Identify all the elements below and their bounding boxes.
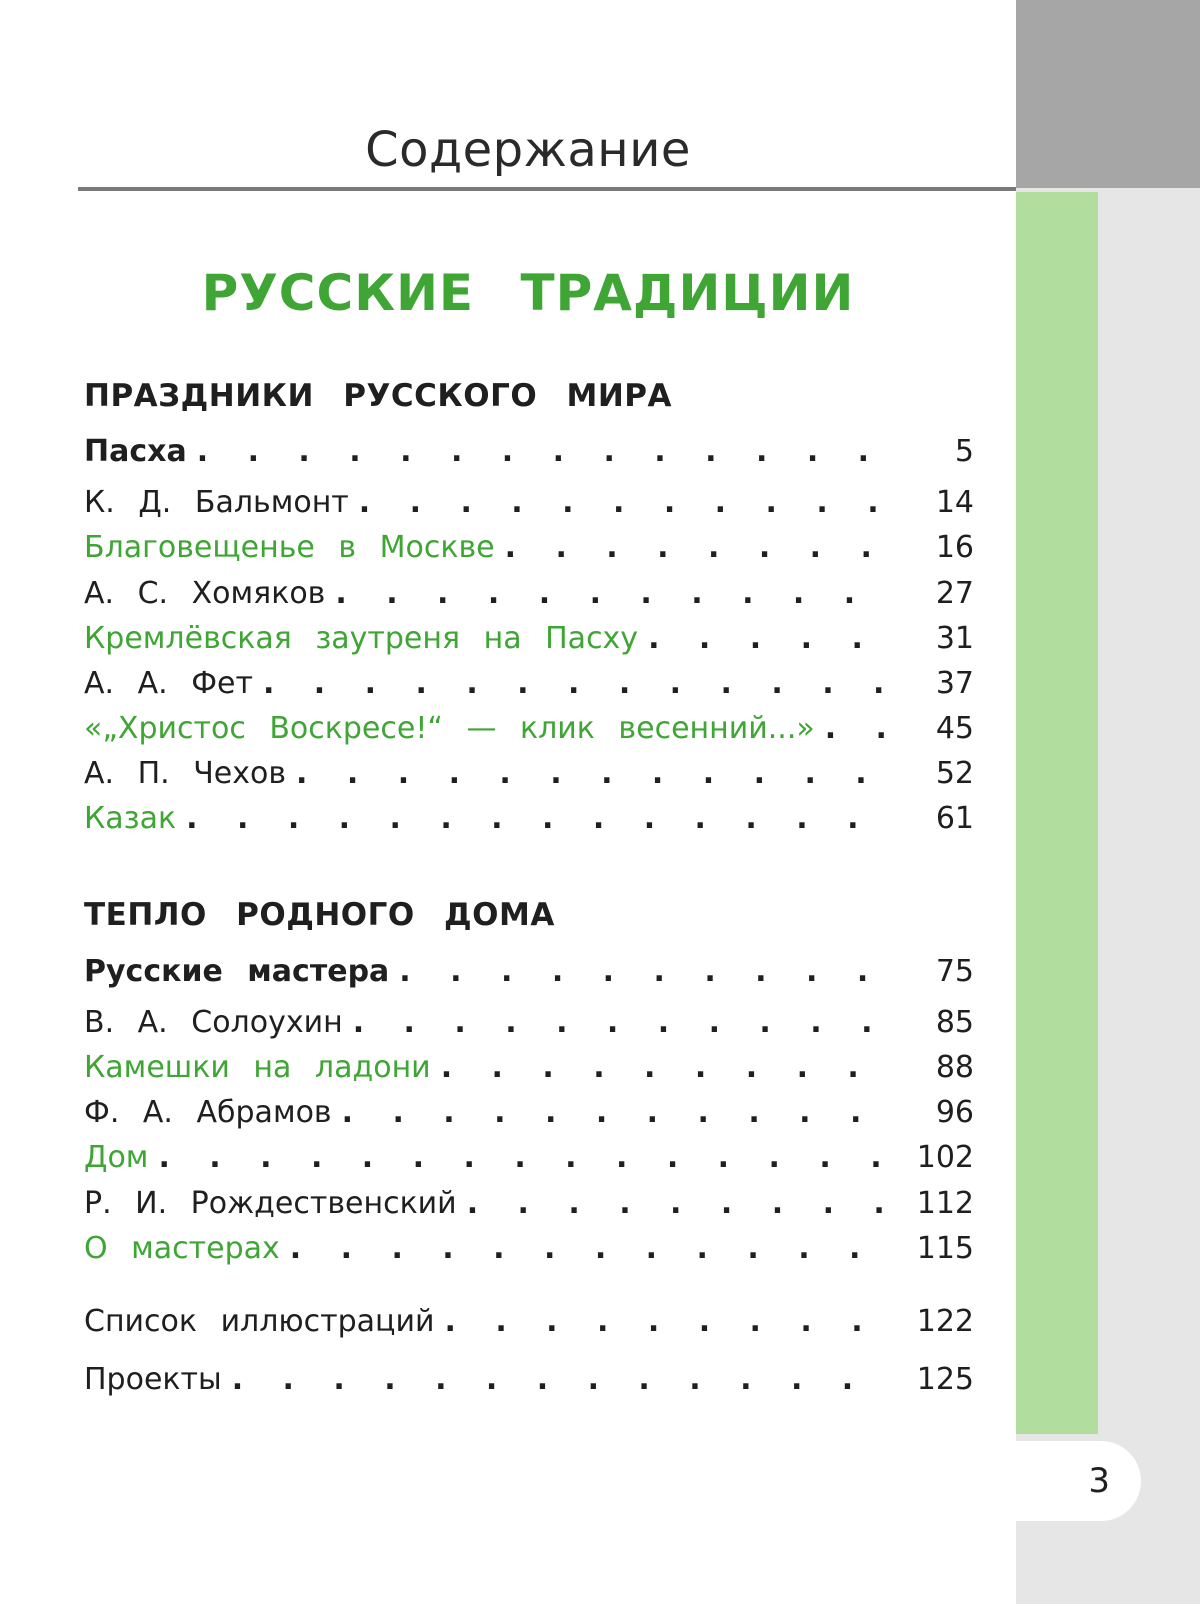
toc-entry-label: Казак — [84, 801, 177, 836]
toc-entry-page: 37 — [935, 666, 974, 701]
toc-entry-label: О мастерах — [84, 1231, 280, 1266]
toc-entry-label: Камешки на ладони — [84, 1050, 431, 1085]
toc-entry-label: Кремлёвская заутреня на Пасху — [84, 621, 639, 656]
dot-leader — [197, 432, 894, 472]
toc-entry-page: 31 — [935, 621, 974, 656]
toc-entry[interactable] — [84, 948, 974, 992]
toc-entry[interactable] — [84, 750, 974, 794]
toc-entry-page: 75 — [935, 954, 974, 989]
section-title: ПРАЗДНИКИ РУССКОГО МИРА — [84, 378, 672, 414]
toc-entry[interactable] — [84, 1356, 974, 1400]
toc-entry-label: Пасха — [84, 434, 187, 469]
toc-entry[interactable] — [84, 660, 974, 704]
toc-entry-page: 96 — [935, 1095, 974, 1130]
toc-entry-label: А. П. Чехов — [84, 756, 287, 791]
page-title: Содержание — [365, 122, 691, 178]
toc-entry-label: А. С. Хомяков — [84, 576, 326, 611]
toc-entry-page: 102 — [916, 1140, 974, 1175]
dot-leader — [467, 1184, 894, 1224]
toc-entry-label: А. А. Фет — [84, 666, 253, 701]
toc-entry-page: 112 — [916, 1186, 974, 1221]
toc-entry-page: 5 — [954, 434, 974, 469]
toc-entry[interactable] — [84, 428, 974, 472]
toc-entry-page: 125 — [916, 1362, 974, 1397]
toc-entry[interactable] — [84, 1298, 974, 1342]
part-title: РУССКИЕ ТРАДИЦИИ — [201, 264, 855, 322]
toc-entry-page: 52 — [935, 756, 974, 791]
toc-entry[interactable] — [84, 479, 974, 523]
toc-entry-label: Р. И. Рождественский — [84, 1186, 457, 1221]
toc-entry[interactable] — [84, 999, 974, 1043]
edge-grey-block — [1016, 0, 1200, 188]
dot-leader — [158, 1138, 894, 1178]
toc-entry-label: Ф. А. Абрамов — [84, 1095, 332, 1130]
dot-leader — [505, 528, 894, 568]
toc-entry-label: Проекты — [84, 1362, 222, 1397]
toc-entry[interactable] — [84, 1180, 974, 1224]
toc-entry-label: Русские мастера — [84, 954, 390, 989]
title-underline — [78, 187, 1016, 191]
toc-entry-label: К. Д. Бальмонт — [84, 485, 349, 520]
toc-entry[interactable] — [84, 1225, 974, 1269]
dot-leader — [186, 799, 894, 839]
dot-leader — [399, 952, 894, 992]
toc-entry-page: 115 — [916, 1231, 974, 1266]
toc-entry-page: 85 — [935, 1005, 974, 1040]
toc-entry[interactable] — [84, 795, 974, 839]
dot-leader — [825, 709, 894, 749]
dot-leader — [342, 1093, 894, 1133]
toc-entry[interactable] — [84, 1134, 974, 1178]
dot-leader — [232, 1360, 894, 1400]
dot-leader — [444, 1302, 894, 1342]
toc-entry-label: Благовещенье в Москве — [84, 530, 495, 565]
toc-entry-page: 61 — [935, 801, 974, 836]
toc-entry-label: В. А. Солоухин — [84, 1005, 343, 1040]
section-title: ТЕПЛО РОДНОГО ДОМА — [84, 897, 555, 933]
dot-leader — [353, 1003, 894, 1043]
page-number-tab — [1016, 1441, 1141, 1521]
dot-leader — [335, 574, 894, 614]
toc-entry[interactable] — [84, 705, 974, 749]
edge-green-stripe — [1016, 192, 1098, 1434]
dot-leader — [359, 483, 894, 523]
toc-entry-page: 27 — [935, 576, 974, 611]
toc-entry[interactable] — [84, 570, 974, 614]
toc-entry-page: 45 — [935, 711, 974, 746]
toc-entry[interactable] — [84, 524, 974, 568]
dot-leader — [296, 754, 894, 794]
dot-leader — [290, 1229, 894, 1269]
page-number: 3 — [1088, 1461, 1110, 1501]
toc-entry[interactable] — [84, 615, 974, 659]
toc-entry[interactable] — [84, 1089, 974, 1133]
toc-entry[interactable] — [84, 1044, 974, 1088]
toc-entry-page: 14 — [935, 485, 974, 520]
dot-leader — [263, 664, 894, 704]
toc-entry-label: Список иллюстраций — [84, 1304, 435, 1339]
dot-leader — [441, 1048, 894, 1088]
toc-entry-page: 122 — [916, 1304, 974, 1339]
toc-entry-label: «„Христос Воскресе!“ — клик весенний...» — [84, 711, 815, 746]
dot-leader — [648, 619, 894, 659]
toc-entry-label: Дом — [84, 1140, 149, 1175]
toc-entry-page: 88 — [935, 1050, 974, 1085]
toc-entry-page: 16 — [935, 530, 974, 565]
